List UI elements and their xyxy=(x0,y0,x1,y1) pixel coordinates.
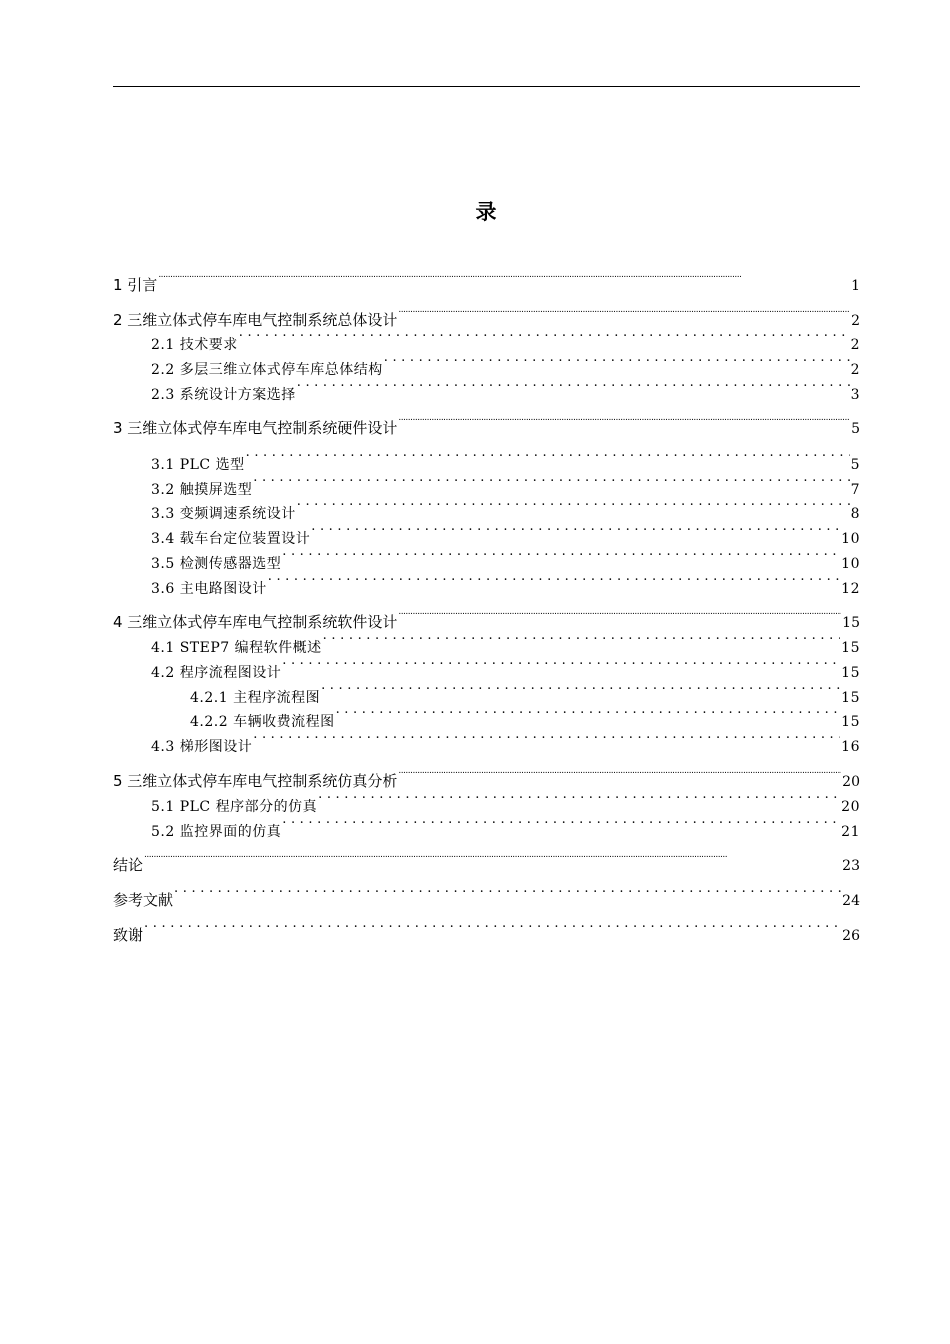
toc-entry-title: 2.2 多层三维立体式停车库总体结构 xyxy=(151,362,383,378)
toc-entry-page: 16 xyxy=(841,739,860,755)
toc-entry-page: 15 xyxy=(841,640,860,656)
toc-title: 录 xyxy=(475,200,497,224)
dot-leader xyxy=(253,729,840,751)
toc-entry-section[interactable] xyxy=(151,630,860,656)
toc-entry-title: 5.1 PLC 程序部分的仿真 xyxy=(151,799,318,815)
toc-entry-title: 4.2.2 车辆收费流程图 xyxy=(190,714,335,730)
toc-entry-title: 5.2 监控界面的仿真 xyxy=(151,824,282,840)
toc-entry-page: 2 xyxy=(851,313,860,329)
toc-entry-title: 4.2.1 主程序流程图 xyxy=(190,690,321,706)
toc-entry-subsection[interactable] xyxy=(190,704,860,730)
toc-entry-chapter[interactable] xyxy=(113,411,860,437)
toc-entry-page: 20 xyxy=(841,799,860,815)
toc-entry-page: 5 xyxy=(851,421,860,437)
toc-entry-title: 2 三维立体式停车库电气控制系统总体设计 xyxy=(113,311,398,329)
toc-entry-page: 15 xyxy=(841,714,860,730)
toc-entry-section[interactable] xyxy=(151,655,860,681)
dot-leader xyxy=(144,918,841,940)
toc-entry-chapter[interactable] xyxy=(113,605,860,631)
dot-leader xyxy=(398,303,850,325)
toc-entry-title: 3.4 载车台定位装置设计 xyxy=(151,531,311,547)
toc-entry-chapter[interactable] xyxy=(113,918,860,944)
toc-entry-title: 4.1 STEP7 编程软件概述 xyxy=(151,640,322,656)
toc-entry-page: 7 xyxy=(850,482,860,498)
toc-entry-title: 4.3 梯形图设计 xyxy=(151,739,253,755)
dot-leader xyxy=(398,764,841,786)
toc-entry-page: 2 xyxy=(850,337,860,353)
toc-entry-section[interactable] xyxy=(151,327,860,353)
toc-entry-subsection[interactable] xyxy=(190,680,860,706)
toc-entry-page: 12 xyxy=(841,581,860,597)
toc-entry-section[interactable] xyxy=(151,789,860,815)
dot-leader xyxy=(398,411,850,433)
dot-leader xyxy=(297,496,850,518)
dot-leader xyxy=(239,327,850,349)
toc-entry-chapter[interactable] xyxy=(113,268,860,294)
dot-leader xyxy=(253,472,849,494)
dot-leader xyxy=(318,789,840,811)
toc-entry-title: 3.5 检测传感器选型 xyxy=(151,556,282,572)
toc-entry-page: 15 xyxy=(841,690,860,706)
dot-leader xyxy=(268,571,840,593)
toc-entry-section[interactable] xyxy=(151,729,860,755)
toc-entry-title: 4.2 程序流程图设计 xyxy=(151,665,282,681)
dot-leader xyxy=(144,848,841,870)
toc-entry-page: 20 xyxy=(842,774,860,790)
toc-entry-page: 8 xyxy=(850,506,860,522)
toc-entry-title: 5 三维立体式停车库电气控制系统仿真分析 xyxy=(113,772,398,790)
dot-leader xyxy=(336,704,841,726)
toc-entry-section[interactable] xyxy=(151,352,860,378)
toc-entry-title: 2.1 技术要求 xyxy=(151,337,238,353)
dot-leader xyxy=(158,268,850,290)
toc-entry-page: 15 xyxy=(842,615,860,631)
dot-leader xyxy=(311,521,840,543)
toc-entry-title: 3.2 触摸屏选型 xyxy=(151,482,253,498)
toc-entry-page: 24 xyxy=(842,893,860,909)
dot-leader xyxy=(323,630,841,652)
dot-leader xyxy=(321,680,840,702)
dot-leader xyxy=(282,655,840,677)
toc-entry-title: 致谢 xyxy=(113,926,144,944)
toc-entry-page: 3 xyxy=(850,387,860,403)
toc-entry-page: 26 xyxy=(842,928,860,944)
toc-entry-title: 3.3 变频调速系统设计 xyxy=(151,506,296,522)
dot-leader xyxy=(246,447,850,469)
dot-leader xyxy=(282,814,840,836)
toc-entry-title: 结论 xyxy=(113,856,144,874)
toc-entry-chapter[interactable] xyxy=(113,848,860,874)
toc-entry-title: 2.3 系统设计方案选择 xyxy=(151,387,296,403)
toc-entry-page: 1 xyxy=(851,278,860,294)
toc-entry-page: 10 xyxy=(841,531,860,547)
dot-leader xyxy=(174,883,841,905)
toc-entry-title: 3 三维立体式停车库电气控制系统硬件设计 xyxy=(113,419,398,437)
toc-entry-chapter[interactable] xyxy=(113,303,860,329)
toc-entry-section[interactable] xyxy=(151,521,860,547)
toc-entry-section[interactable] xyxy=(151,377,860,403)
toc-entry-title: 1 引言 xyxy=(113,276,158,294)
dot-leader xyxy=(384,352,850,374)
toc-entry-page: 10 xyxy=(841,556,860,572)
toc-entry-page: 23 xyxy=(842,858,860,874)
toc-entry-page: 2 xyxy=(850,362,860,378)
toc-entry-section[interactable] xyxy=(151,571,860,597)
toc-entry-title: 参考文献 xyxy=(113,891,174,909)
toc-entry-section[interactable] xyxy=(151,814,860,840)
dot-leader xyxy=(282,546,840,568)
toc-entry-title: 3.6 主电路图设计 xyxy=(151,581,267,597)
toc-entry-section[interactable] xyxy=(151,546,860,572)
toc-entry-title: 4 三维立体式停车库电气控制系统软件设计 xyxy=(113,613,398,631)
toc-entry-page: 5 xyxy=(850,457,860,473)
toc-entry-chapter[interactable] xyxy=(113,883,860,909)
toc-entry-section[interactable] xyxy=(151,472,860,498)
toc-entry-section[interactable] xyxy=(151,496,860,522)
toc-entry-title: 3.1 PLC 选型 xyxy=(151,457,245,473)
header-rule xyxy=(113,86,860,87)
toc-entry-page: 21 xyxy=(841,824,860,840)
toc-entry-page: 15 xyxy=(841,665,860,681)
toc-entry-section[interactable] xyxy=(151,447,860,473)
toc-entry-chapter[interactable] xyxy=(113,764,860,790)
dot-leader xyxy=(297,377,850,399)
dot-leader xyxy=(398,605,841,627)
